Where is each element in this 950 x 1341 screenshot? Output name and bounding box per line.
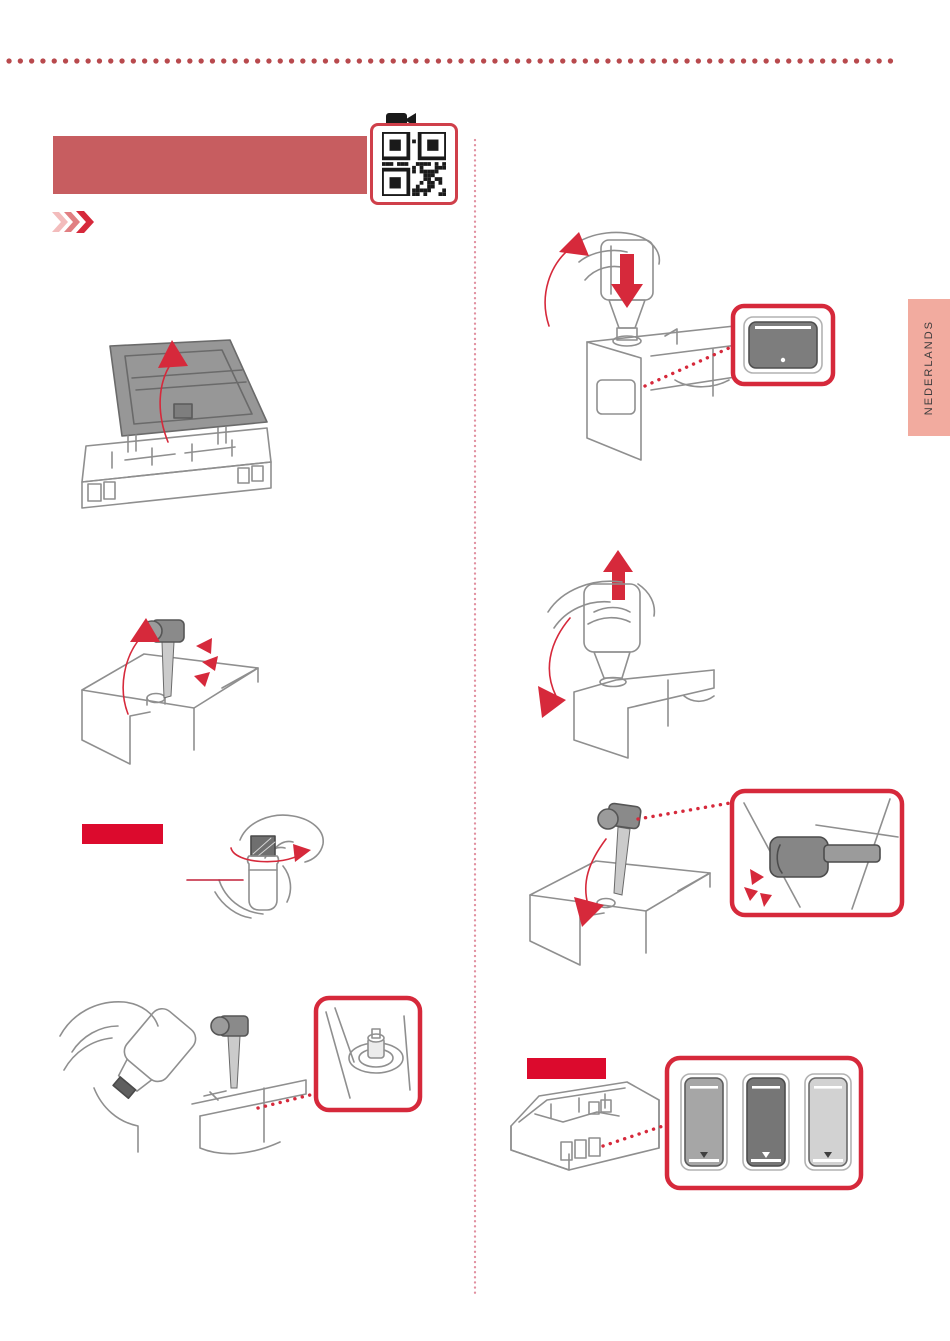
illustration-fill-tank	[515, 228, 855, 473]
illustration-twist-bottle-cap	[185, 806, 340, 924]
click-marks	[194, 638, 218, 687]
section-title-banner	[53, 136, 367, 194]
inset-tank-inlet	[316, 998, 420, 1110]
language-tab	[908, 299, 950, 436]
red-curved-arrow-down	[538, 618, 570, 718]
triple-chevron-icon	[52, 211, 100, 233]
inset-connector-dots	[638, 803, 730, 819]
inset-ink-window-full	[733, 306, 833, 384]
tank-window-small	[575, 1140, 586, 1158]
tank-window-small	[589, 1138, 600, 1156]
inverted-bottle	[101, 1004, 201, 1109]
inset-connector-dots	[603, 1126, 663, 1146]
language-tab-label: NEDERLANDS	[923, 319, 935, 416]
inset-three-ink-windows	[667, 1058, 861, 1188]
inset-cap-clicked	[732, 791, 902, 915]
illustration-open-tank-cap	[72, 592, 262, 770]
column-divider	[471, 138, 479, 1298]
red-curved-arrow-up	[545, 232, 589, 326]
inset-connector-dots	[258, 1094, 314, 1108]
important-label	[82, 824, 163, 844]
tank-window-small	[561, 1142, 572, 1160]
qr-code-frame	[370, 123, 458, 205]
illustration-close-cap	[518, 775, 910, 983]
ink-window-3	[805, 1074, 851, 1170]
video-qr-badge	[368, 111, 460, 206]
ink-window-2	[743, 1074, 789, 1170]
tank-front-label	[597, 380, 635, 414]
ink-window-1	[681, 1074, 727, 1170]
red-arrow-up	[603, 550, 633, 600]
illustration-remove-bottle	[518, 548, 723, 760]
illustration-open-top-cover	[70, 336, 280, 516]
tank-cap-closing	[598, 803, 641, 895]
top-dotted-divider	[5, 56, 900, 66]
illustration-check-ink-levels	[505, 1050, 865, 1242]
bottle-cap-hatched	[251, 836, 275, 856]
tank-cap-nearby	[211, 1016, 248, 1088]
illustration-align-bottle	[52, 992, 467, 1160]
qr-code	[382, 132, 446, 196]
